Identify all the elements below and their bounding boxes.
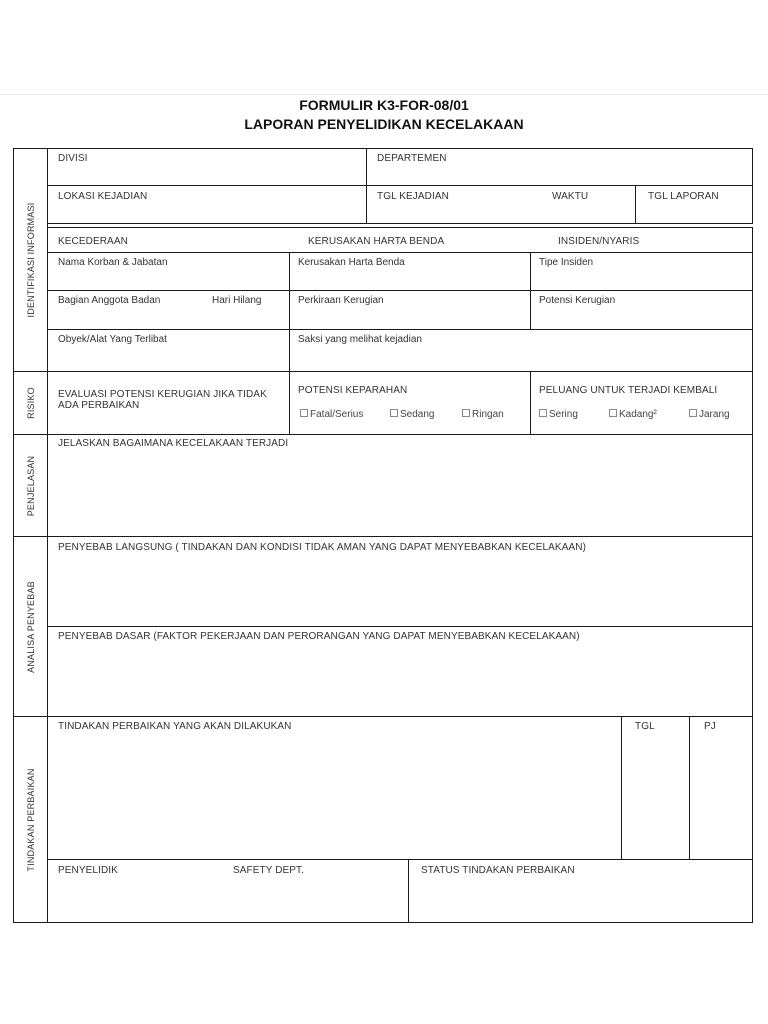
divisi-field[interactable]: [47, 148, 367, 186]
pj-field[interactable]: [689, 716, 753, 860]
option-sedang[interactable]: Sedang: [390, 409, 434, 420]
accident-report-form: [13, 148, 753, 923]
waktu-label: WAKTU: [552, 191, 589, 202]
bagian-anggota-label: Bagian Anggota Badan: [58, 295, 161, 306]
tgl-kejadian-label: TGL KEJADIAN: [377, 191, 449, 202]
penyebab-dasar-field[interactable]: [47, 626, 753, 717]
divisi-label: DIVISI: [58, 153, 88, 164]
tgl-laporan-label: TGL LAPORAN: [648, 191, 719, 202]
potensi-kerugian-field[interactable]: [530, 290, 753, 330]
lokasi-label: LOKASI KEJADIAN: [58, 191, 148, 202]
pj-label: PJ: [704, 721, 716, 732]
option-jarang[interactable]: Jarang: [689, 409, 730, 420]
saksi-label: Saksi yang melihat kejadian: [298, 334, 422, 345]
checkbox-icon: [689, 409, 697, 417]
option-kadang[interactable]: Kadang²: [609, 409, 657, 420]
evaluasi-field: [47, 371, 290, 435]
potensi-kerugian-label: Potensi Kerugian: [539, 295, 616, 306]
tipe-insiden-label: Tipe Insiden: [539, 257, 594, 268]
obyek-alat-label: Obyek/Alat Yang Terlibat: [58, 334, 167, 345]
impact-category-row: [47, 227, 753, 253]
section-label-penjelasan: PENJELASAN: [13, 434, 48, 537]
kecederaan-label: KECEDERAAN: [58, 236, 128, 247]
nama-korban-field[interactable]: [47, 252, 290, 291]
kerusakan-harta-label: KERUSAKAN HARTA BENDA: [308, 236, 445, 247]
penyebab-langsung-field[interactable]: [47, 536, 753, 627]
section-label-risiko: RISIKO: [13, 371, 48, 435]
lokasi-field[interactable]: [47, 185, 367, 224]
page-top-rule: [0, 94, 768, 95]
insiden-label: INSIDEN/NYARIS: [558, 236, 640, 247]
kerusakan-harta-field[interactable]: [289, 252, 531, 291]
option-ringan[interactable]: Ringan: [462, 409, 504, 420]
tgl-laporan-field[interactable]: [635, 185, 753, 224]
penyelidik-label: PENYELIDIK: [58, 865, 118, 876]
form-title: LAPORAN PENYELIDIKAN KECELAKAAN: [244, 116, 524, 132]
checkbox-icon: [539, 409, 547, 417]
jelaskan-label: JELASKAN BAGAIMANA KECELAKAAN TERJADI: [58, 438, 289, 449]
tgl-label: TGL: [635, 721, 655, 732]
section-label-analisa: ANALISA PENYEBAB: [13, 536, 48, 717]
kerusakan-harta-sub-label: Kerusakan Harta Benda: [298, 257, 405, 268]
nama-korban-label: Nama Korban & Jabatan: [58, 257, 168, 268]
tgl-field[interactable]: [621, 716, 690, 860]
tgl-kejadian-field[interactable]: [366, 185, 636, 224]
status-tindakan-field[interactable]: [408, 859, 753, 923]
jelaskan-field[interactable]: [47, 434, 753, 537]
section-label-identifikasi: IDENTIFIKASI INFORMASI: [13, 148, 48, 372]
peluang-label: PELUANG UNTUK TERJADI KEMBALI: [539, 385, 718, 396]
perkiraan-kerugian-label: Perkiraan Kerugian: [298, 295, 384, 306]
checkbox-icon: [390, 409, 398, 417]
bagian-anggota-field[interactable]: [47, 290, 290, 330]
obyek-alat-field[interactable]: [47, 329, 290, 372]
status-tindakan-label: STATUS TINDAKAN PERBAIKAN: [421, 865, 575, 876]
tipe-insiden-field[interactable]: [530, 252, 753, 291]
checkbox-icon: [462, 409, 470, 417]
safety-dept-label: SAFETY DEPT.: [233, 865, 305, 876]
penyelidik-field[interactable]: [47, 859, 409, 923]
perkiraan-kerugian-field[interactable]: [289, 290, 531, 330]
departemen-label: DEPARTEMEN: [377, 153, 447, 164]
penyebab-langsung-label: PENYEBAB LANGSUNG ( TINDAKAN DAN KONDISI TIDAK AMAN YANG DAPAT MENYEBABKAN KECELAKAAN): [58, 542, 586, 553]
departemen-field[interactable]: [366, 148, 753, 186]
option-sering[interactable]: Sering: [539, 409, 578, 420]
option-fatal-serius[interactable]: Fatal/Serius: [300, 409, 363, 420]
penyebab-dasar-label: PENYEBAB DASAR (FAKTOR PEKERJAAN DAN PERORANGAN YANG DAPAT MENYEBABKAN KECELAKAAN): [58, 631, 580, 642]
evaluasi-label: EVALUASI POTENSI KERUGIAN JIKA TIDAK ADA PERBAIKAN: [58, 389, 267, 411]
hari-hilang-label: Hari Hilang: [212, 295, 262, 306]
potensi-keparahan-label: POTENSI KEPARAHAN: [298, 385, 408, 396]
tindakan-field[interactable]: [47, 716, 622, 860]
section-label-tindakan: TINDAKAN PERBAIKAN: [13, 716, 48, 923]
potensi-keparahan-field: [289, 371, 531, 435]
tindakan-label: TINDAKAN PERBAIKAN YANG AKAN DILAKUKAN: [58, 721, 292, 732]
peluang-field: [530, 371, 753, 435]
form-code-title: FORMULIR K3-FOR-08/01: [299, 97, 469, 113]
checkbox-icon: [300, 409, 308, 417]
checkbox-icon: [609, 409, 617, 417]
saksi-field[interactable]: [289, 329, 753, 372]
